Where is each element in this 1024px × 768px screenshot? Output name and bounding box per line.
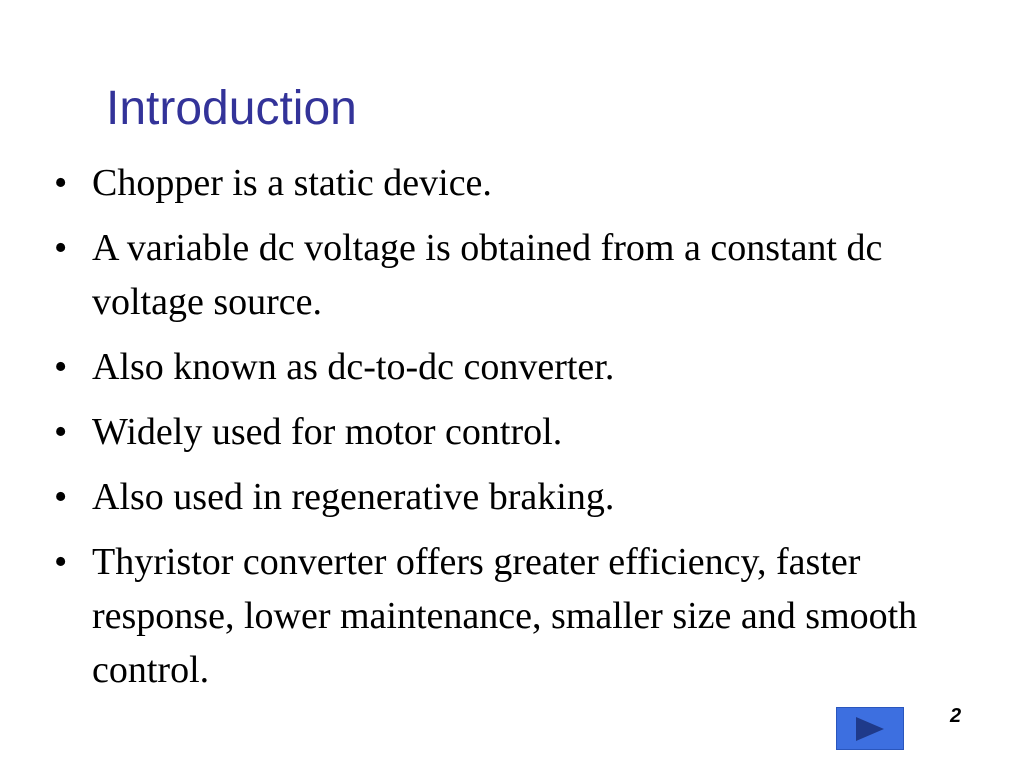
bullet-text: Also known as dc-to-dc converter. — [92, 346, 615, 388]
bullet-list — [54, 156, 934, 708]
bullet-text: Also used in regenerative braking. — [92, 476, 615, 518]
bullet-item — [54, 470, 934, 524]
bullet-marker: • — [54, 162, 68, 204]
play-arrow-icon — [853, 715, 887, 743]
slide-number: 2 — [950, 705, 962, 727]
bullet-marker: • — [54, 227, 68, 269]
bullet-text: Chopper is a static device. — [92, 162, 492, 204]
bullet-text: Thyristor converter offers greater efficiency, faster response, lower maintenance, smaller size and smooth control. — [92, 541, 918, 691]
bullet-item — [54, 405, 934, 459]
next-slide-button[interactable] — [836, 707, 904, 750]
bullet-text: Widely used for motor control. — [92, 411, 563, 453]
bullet-marker: • — [54, 411, 68, 453]
bullet-marker: • — [54, 541, 68, 583]
bullet-text: A variable dc voltage is obtained from a constant dc voltage source. — [92, 227, 883, 323]
slide-title: Introduction — [106, 82, 357, 135]
bullet-marker: • — [54, 346, 68, 388]
bullet-item — [54, 340, 934, 394]
bullet-item — [54, 156, 934, 210]
bullet-item — [54, 535, 934, 697]
bullet-marker: • — [54, 476, 68, 518]
bullet-item — [54, 221, 934, 329]
